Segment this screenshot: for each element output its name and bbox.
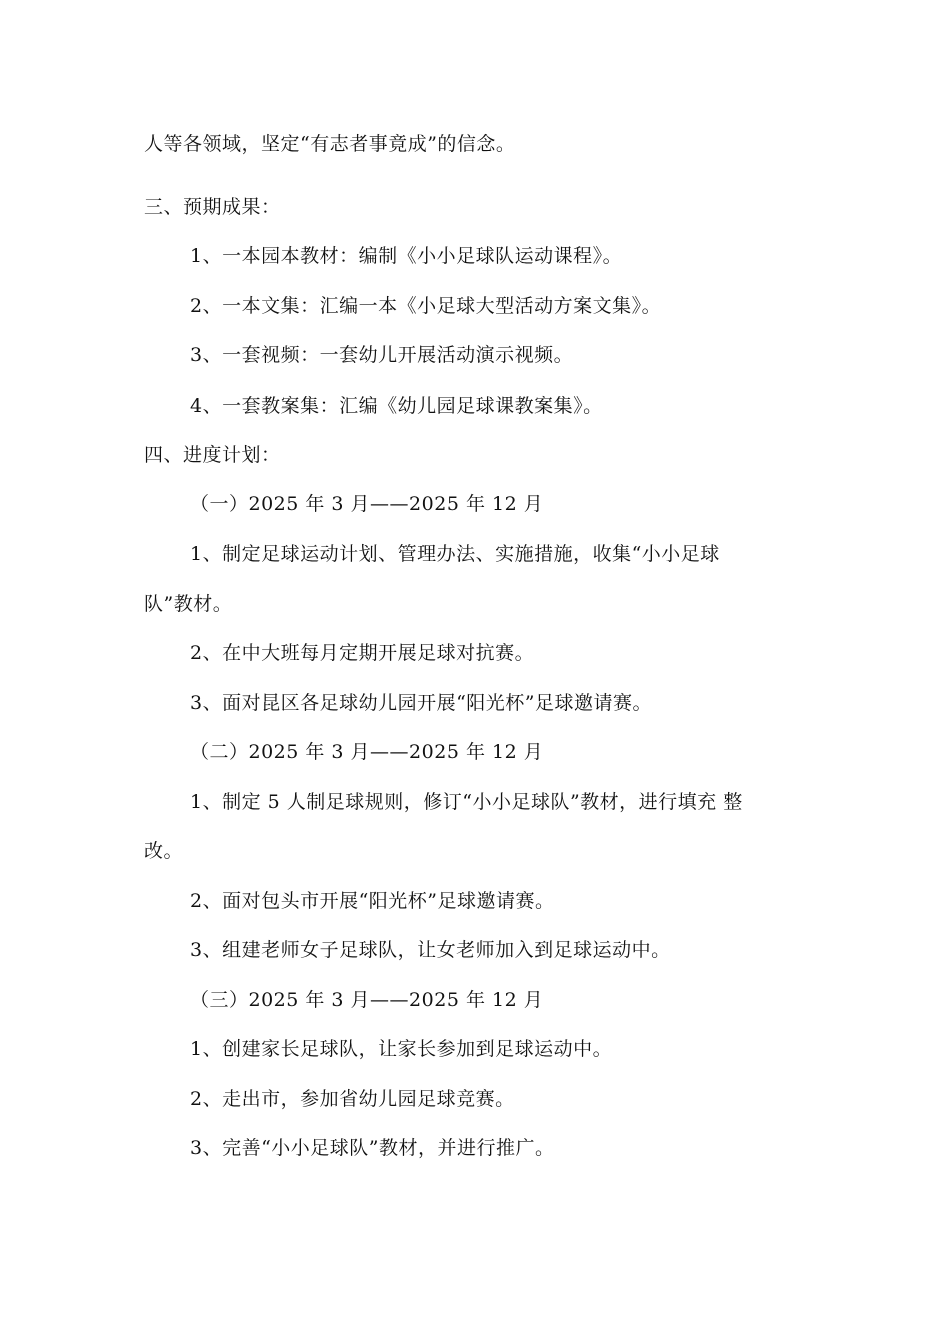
list-item: 1、制定 5 人制足球规则，修订“小小足球队”教材，进行填充 整 [190, 791, 743, 813]
section-heading-expected-results: 三、预期成果： [144, 196, 281, 218]
list-item: 1、创建家长足球队，让家长参加到足球运动中。 [190, 1038, 613, 1060]
list-item-continuation: 改。 [144, 840, 184, 862]
list-item: 3、组建老师女子足球队，让女老师加入到足球运动中。 [190, 939, 671, 961]
list-item: 1、制定足球运动计划、管理办法、实施措施，收集“小小足球 [190, 543, 720, 565]
list-item-continuation: 队”教材。 [144, 593, 233, 615]
paragraph-line: 人等各领域，坚定“有志者事竟成”的信念。 [144, 133, 516, 155]
list-item: 1、一本园本教材：编制《小小足球队运动课程》。 [190, 245, 623, 267]
list-item: 4、一套教案集：汇编《幼儿园足球课教案集》。 [190, 395, 603, 417]
phase-heading: （三）2025 年 3 月——2025 年 12 月 [190, 989, 544, 1011]
list-item: 2、走出市，参加省幼儿园足球竞赛。 [190, 1088, 515, 1110]
section-heading-schedule: 四、进度计划： [144, 444, 281, 466]
list-item: 2、面对包头市开展“阳光杯”足球邀请赛。 [190, 890, 555, 912]
phase-heading: （二）2025 年 3 月——2025 年 12 月 [190, 741, 544, 763]
list-item: 2、一本文集：汇编一本《小足球大型活动方案文集》。 [190, 295, 662, 317]
phase-heading: （一）2025 年 3 月——2025 年 12 月 [190, 493, 544, 515]
list-item: 3、面对昆区各足球幼儿园开展“阳光杯”足球邀请赛。 [190, 692, 653, 714]
list-item: 3、完善“小小足球队”教材，并进行推广。 [190, 1137, 555, 1159]
list-item: 2、在中大班每月定期开展足球对抗赛。 [190, 642, 535, 664]
list-item: 3、一套视频：一套幼儿开展活动演示视频。 [190, 344, 574, 366]
